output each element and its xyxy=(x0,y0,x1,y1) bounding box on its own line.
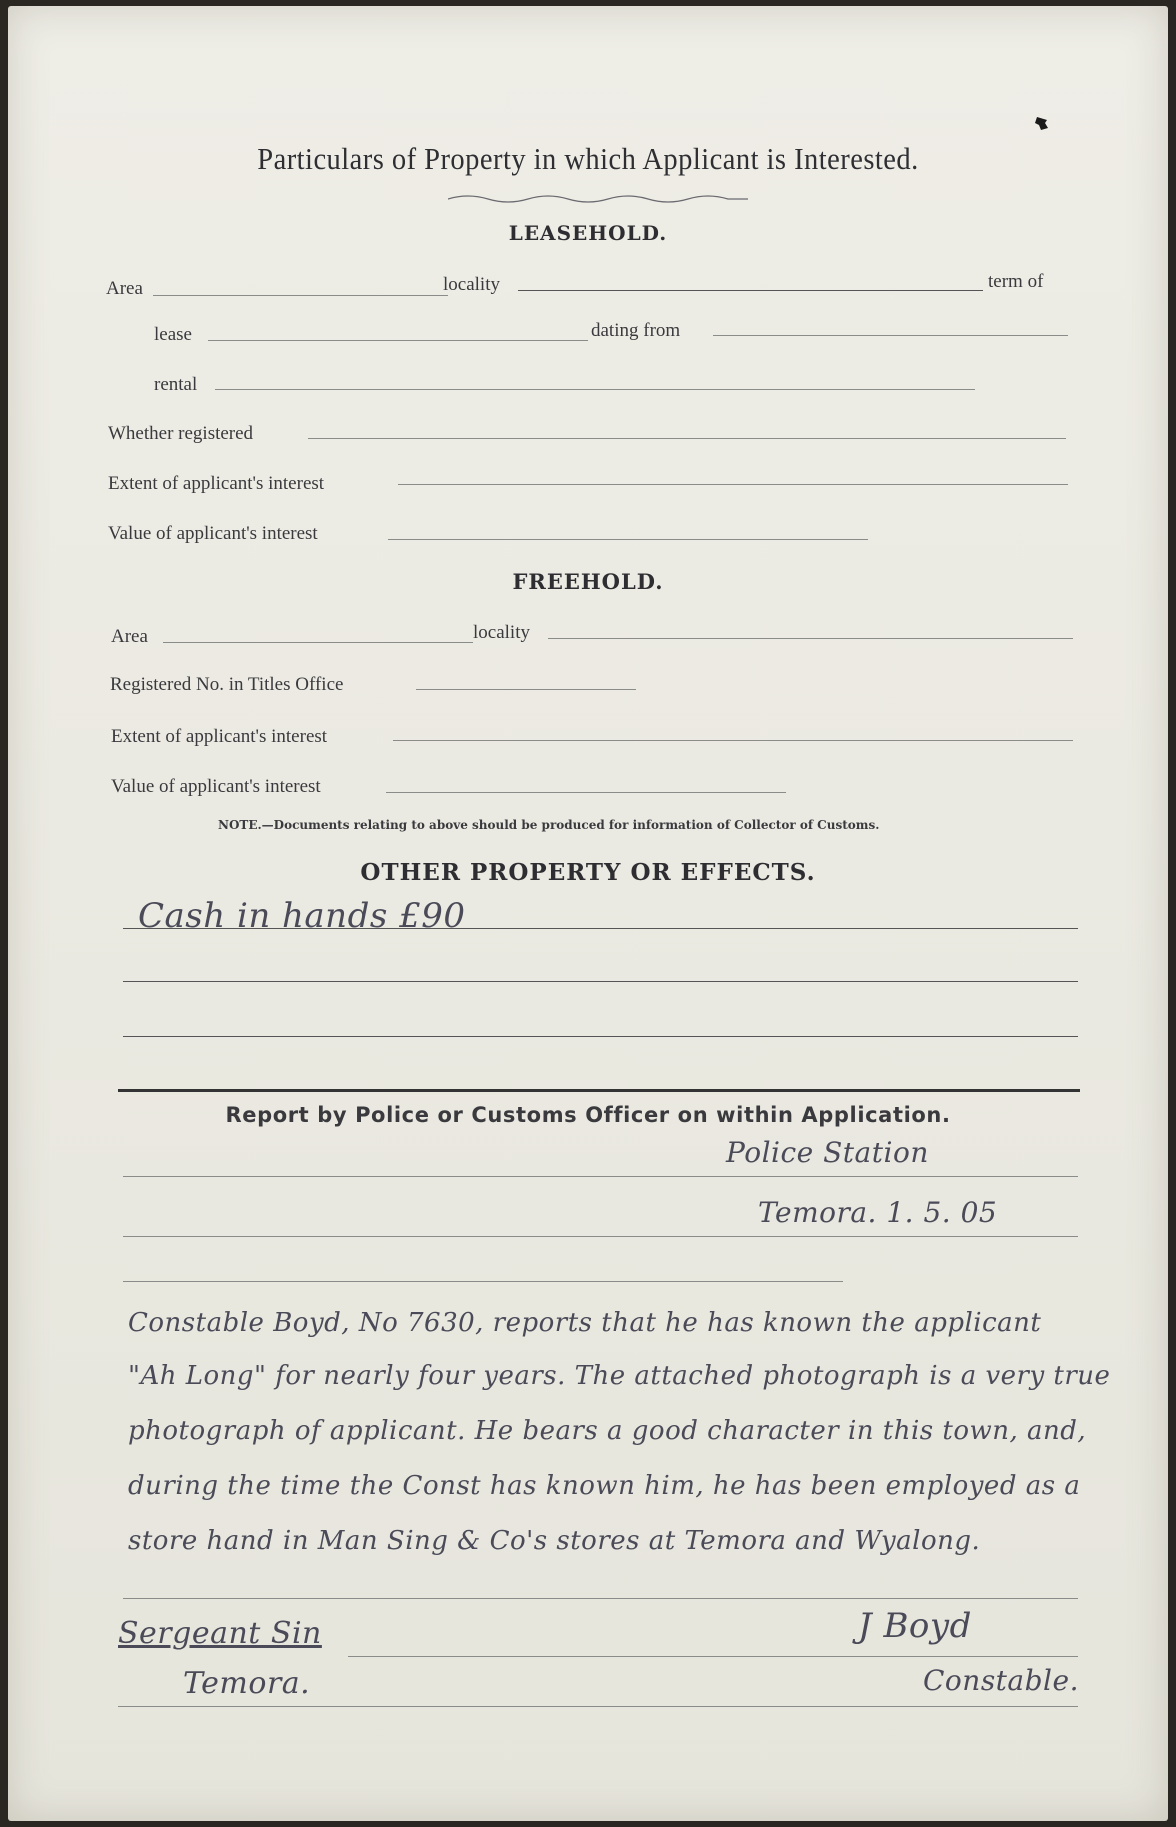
leasehold-heading: LEASEHOLD. xyxy=(508,221,668,245)
lease-rental-label: rental xyxy=(154,374,198,395)
free-value-label: Value of applicant's interest xyxy=(111,776,321,797)
page-title: Particulars of Property in which Applicant is Interested. xyxy=(257,141,919,176)
freehold-heading: FREEHOLD. xyxy=(512,569,664,594)
lease-lease-label: lease xyxy=(154,324,192,345)
report-line-5: store hand in Man Sing & Co's stores at Temora and Wyalong. xyxy=(128,1526,981,1556)
lease-value-label: Value of applicant's interest xyxy=(108,523,318,544)
lease-area-label: Area xyxy=(106,278,143,299)
signature-sergeant: Sergeant Sin xyxy=(118,1616,322,1651)
lease-locality-label: locality xyxy=(443,274,500,295)
other-property-entry: Cash in hands £90 xyxy=(138,896,466,936)
report-line-3: photograph of applicant. He bears a good character in this town, and, xyxy=(128,1416,1087,1446)
lease-term-label: term of xyxy=(988,271,1044,292)
free-locality-label: locality xyxy=(473,622,530,643)
signature-constable: J Boyd xyxy=(858,1606,972,1646)
report-line-2: "Ah Long" for nearly four years. The attached photograph is a very true xyxy=(128,1361,1111,1391)
free-regno-label: Registered No. in Titles Office xyxy=(110,674,344,695)
report-line-1: Constable Boyd, No 7630, reports that he has known the applicant xyxy=(128,1308,1042,1338)
lease-extent-label: Extent of applicant's interest xyxy=(108,473,325,494)
report-heading: Report by Police or Customs Officer on within Application. xyxy=(225,1103,951,1127)
lease-dating-label: dating from xyxy=(591,320,681,341)
signature-sergeant-place: Temora. xyxy=(183,1666,311,1701)
signature-constable-title: Constable. xyxy=(923,1664,1079,1697)
report-station: Police Station xyxy=(726,1136,929,1169)
document-page xyxy=(8,6,1168,1821)
report-line-4: during the time the Const has known him, he has been employed as a xyxy=(128,1471,1081,1501)
free-area-label: Area xyxy=(111,626,148,647)
ink-blot-icon xyxy=(1033,114,1051,132)
customs-note: NOTE.—Documents relating to above should be produced for information of Collector of Customs. xyxy=(218,818,880,832)
free-extent-label: Extent of applicant's interest xyxy=(111,726,328,747)
report-place-date: Temora. 1. 5. 05 xyxy=(758,1196,998,1229)
other-property-heading: OTHER PROPERTY OR EFFECTS. xyxy=(360,859,816,886)
lease-registered-label: Whether registered xyxy=(108,423,254,444)
title-flourish xyxy=(448,191,748,205)
